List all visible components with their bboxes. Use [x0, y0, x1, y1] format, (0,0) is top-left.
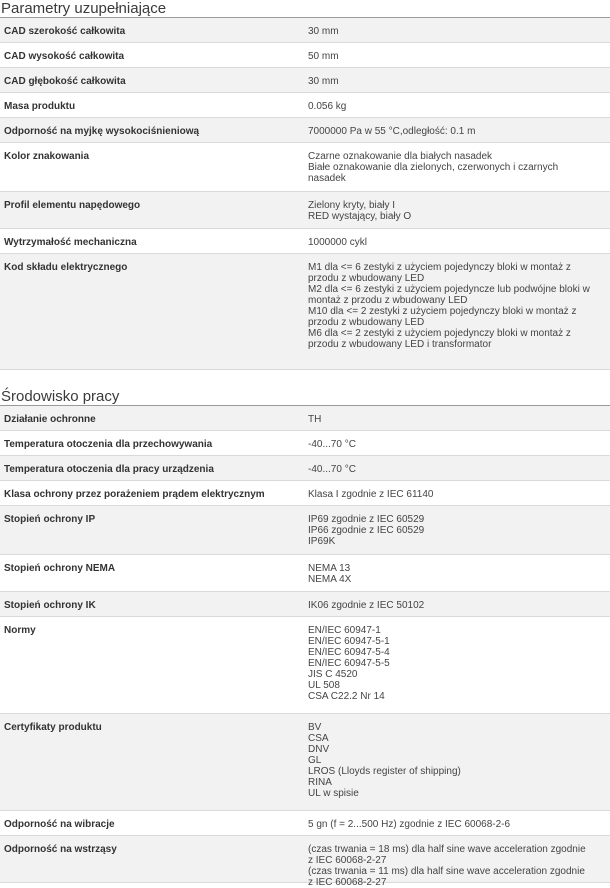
spec-label: Certyfikaty produktu [4, 722, 102, 733]
spec-row-cad-glebokosc-calkowita [0, 68, 610, 93]
spec-label: CAD wysokość całkowita [4, 51, 125, 62]
spec-value-line: CSA C22.2 Nr 14 [308, 691, 385, 702]
spec-value-line: Czarne oznakowanie dla białych nasadek [308, 151, 493, 162]
spec-row-wytrzymalosc-mechaniczna [0, 229, 610, 254]
spec-row-klasa-ochrony-przez-porazeniem-pradem-elektrycznym [0, 481, 610, 506]
spec-label: Stopień ochrony NEMA [4, 563, 116, 574]
spec-label: Kolor znakowania [4, 151, 90, 162]
spec-value-line: RED wystający, biały O [308, 211, 412, 222]
spec-value-line: -40...70 °C [308, 464, 356, 475]
spec-value-line: UL 508 [308, 680, 340, 691]
spec-row-stopien-ochrony-nema [0, 555, 610, 592]
spec-label: Masa produktu [4, 101, 76, 112]
spec-value [305, 93, 610, 117]
spec-value-line: GL [308, 755, 322, 766]
spec-value-line: (czas trwania = 18 ms) dla half sine wave acceleration zgodnie [308, 844, 586, 855]
spec-label: Odporność na wstrząsy [4, 844, 117, 855]
spec-row-kod-skladu-elektrycznego [0, 254, 610, 370]
spec-value-line: IK06 zgodnie z IEC 50102 [308, 600, 425, 611]
spec-value-line: 0.056 kg [308, 101, 347, 112]
spec-value-line: przodu z wbudowany LED [308, 273, 425, 284]
spec-row-stopien-ochrony-ik [0, 592, 610, 617]
spec-value-line: 7000000 Pa w 55 °C,odległość: 0.1 m [308, 126, 476, 137]
spec-value-line: przodu z wbudowany LED i transformator [308, 339, 492, 350]
spec-value [305, 68, 610, 92]
spec-value-line: IP69K [308, 536, 336, 547]
spec-value-line: przodu z wbudowany LED [308, 317, 425, 328]
spec-value-line: M2 dla <= 6 zestyki z użyciem pojedyncze lub podwójne bloki w [308, 284, 590, 295]
spec-value [305, 43, 610, 67]
section-title: Parametry uzupełniające [0, 0, 610, 18]
spec-value [305, 431, 610, 455]
spec-label: Temperatura otoczenia dla przechowywania [4, 439, 213, 450]
spec-row-stopien-ochrony-ip [0, 506, 610, 555]
spec-row-odpornosc-na-wstrzasy [0, 836, 610, 888]
spec-value-line: UL w spisie [308, 788, 359, 799]
spec-value-line: 5 gn (f = 2...500 Hz) zgodnie z IEC 60068-2-6 [308, 819, 511, 830]
spec-value-line: 30 mm [308, 26, 339, 37]
spec-value-line: nasadek [308, 173, 346, 184]
spec-value-line: M6 dla <= 2 zestyki z użyciem pojedynczy bloki w montaż z [308, 328, 571, 339]
spec-value-line: (czas trwania = 11 ms) dla half sine wave acceleration zgodnie [308, 866, 585, 877]
spec-value-line: DNV [308, 744, 330, 755]
spec-value-line: z IEC 60068-2-27 [308, 877, 387, 888]
spec-row-cad-szerokosc-calkowita [0, 18, 610, 43]
spec-value-line: 1000000 cykl [308, 237, 367, 248]
spec-row-masa-produktu [0, 93, 610, 118]
spec-label: Temperatura otoczenia dla pracy urządzenia [4, 464, 214, 475]
spec-label: CAD szerokość całkowita [4, 26, 126, 37]
spec-value-line: LROS (Lloyds register of shipping) [308, 766, 461, 777]
spec-value-line: BV [308, 722, 322, 733]
spec-value-line: M10 dla <= 2 zestyki z użyciem pojedynczy bloki w montaż z [308, 306, 577, 317]
spec-value-line: EN/IEC 60947-5-1 [308, 636, 390, 647]
spec-label: Odporność na myjkę wysokociśnieniową [4, 126, 200, 137]
spec-row-normy [0, 617, 610, 714]
section-srodowisko-pracy [0, 388, 610, 888]
spec-row-odpornosc-na-wibracje [0, 811, 610, 836]
spec-row-dzialanie-ochronne [0, 406, 610, 431]
spec-value-line: JIS C 4520 [308, 669, 358, 680]
spec-value-line: 30 mm [308, 76, 339, 87]
spec-value-line: EN/IEC 60947-5-4 [308, 647, 390, 658]
spec-label: Wytrzymałość mechaniczna [4, 237, 137, 248]
section-parametry-uzupelniajace [0, 0, 610, 370]
spec-value [305, 456, 610, 480]
spec-value-line: montaż z przodu z wbudowany LED [308, 295, 468, 306]
section-title: Środowisko pracy [0, 388, 610, 406]
spec-row-cad-wysokosc-calkowita [0, 43, 610, 68]
spec-value-line: M1 dla <= 6 zestyki z użyciem pojedynczy bloki w montaż z [308, 262, 571, 273]
spec-row-temperatura-otoczenia-dla-przechowywania [0, 431, 610, 456]
spec-value-line: TH [308, 414, 322, 425]
spec-value-line: RINA [308, 777, 332, 788]
spec-label: Stopień ochrony IK [4, 600, 96, 611]
spec-value [305, 555, 610, 591]
spec-value [305, 406, 610, 430]
spec-value [305, 506, 610, 554]
spec-value-line: 50 mm [308, 51, 339, 62]
spec-value-line: z IEC 60068-2-27 [308, 855, 387, 866]
spec-value-line: NEMA 4X [308, 574, 352, 585]
spec-value [305, 617, 610, 713]
spec-label: Odporność na wibracje [4, 819, 115, 830]
spec-value [305, 18, 610, 42]
spec-label: Działanie ochronne [4, 414, 96, 425]
spec-value-line: Białe oznakowanie dla zielonych, czerwonych i czarnych [308, 162, 559, 173]
spec-row-kolor-znakowania [0, 143, 610, 192]
spec-value-line: EN/IEC 60947-5-5 [308, 658, 390, 669]
spec-value-line: -40...70 °C [308, 439, 356, 450]
spec-value [305, 192, 610, 228]
spec-label: Normy [4, 625, 36, 636]
spec-label: CAD głębokość całkowita [4, 76, 126, 87]
spec-value [305, 714, 610, 810]
spec-label: Klasa ochrony przez porażeniem prądem elektrycznym [4, 489, 265, 500]
spec-value-line: IP66 zgodnie z IEC 60529 [308, 525, 425, 536]
spec-value [305, 836, 610, 888]
spec-row-odpornosc-na-myjke-wysokocisnieniowa [0, 118, 610, 143]
spec-value [305, 229, 610, 253]
spec-row-certyfikaty-produktu [0, 714, 610, 811]
spec-label: Profil elementu napędowego [4, 200, 141, 211]
section-spacer [0, 370, 610, 388]
spec-value [305, 254, 610, 369]
spec-value [305, 811, 610, 835]
spec-value [305, 481, 610, 505]
spec-value-line: Klasa I zgodnie z IEC 61140 [308, 489, 434, 500]
spec-value-line: NEMA 13 [308, 563, 351, 574]
spec-value-line: IP69 zgodnie z IEC 60529 [308, 514, 425, 525]
spec-row-temperatura-otoczenia-dla-pracy-urzadzenia [0, 456, 610, 481]
spec-row-profil-elementu-napedowego [0, 192, 610, 229]
spec-value [305, 143, 610, 191]
spec-value [305, 118, 610, 142]
spec-value-line: EN/IEC 60947-1 [308, 625, 381, 636]
spec-value-line: Zielony kryty, biały I [308, 200, 396, 211]
spec-value [305, 592, 610, 616]
spec-label: Kod składu elektrycznego [4, 262, 128, 273]
spec-value-line: CSA [308, 733, 329, 744]
spec-label: Stopień ochrony IP [4, 514, 96, 525]
